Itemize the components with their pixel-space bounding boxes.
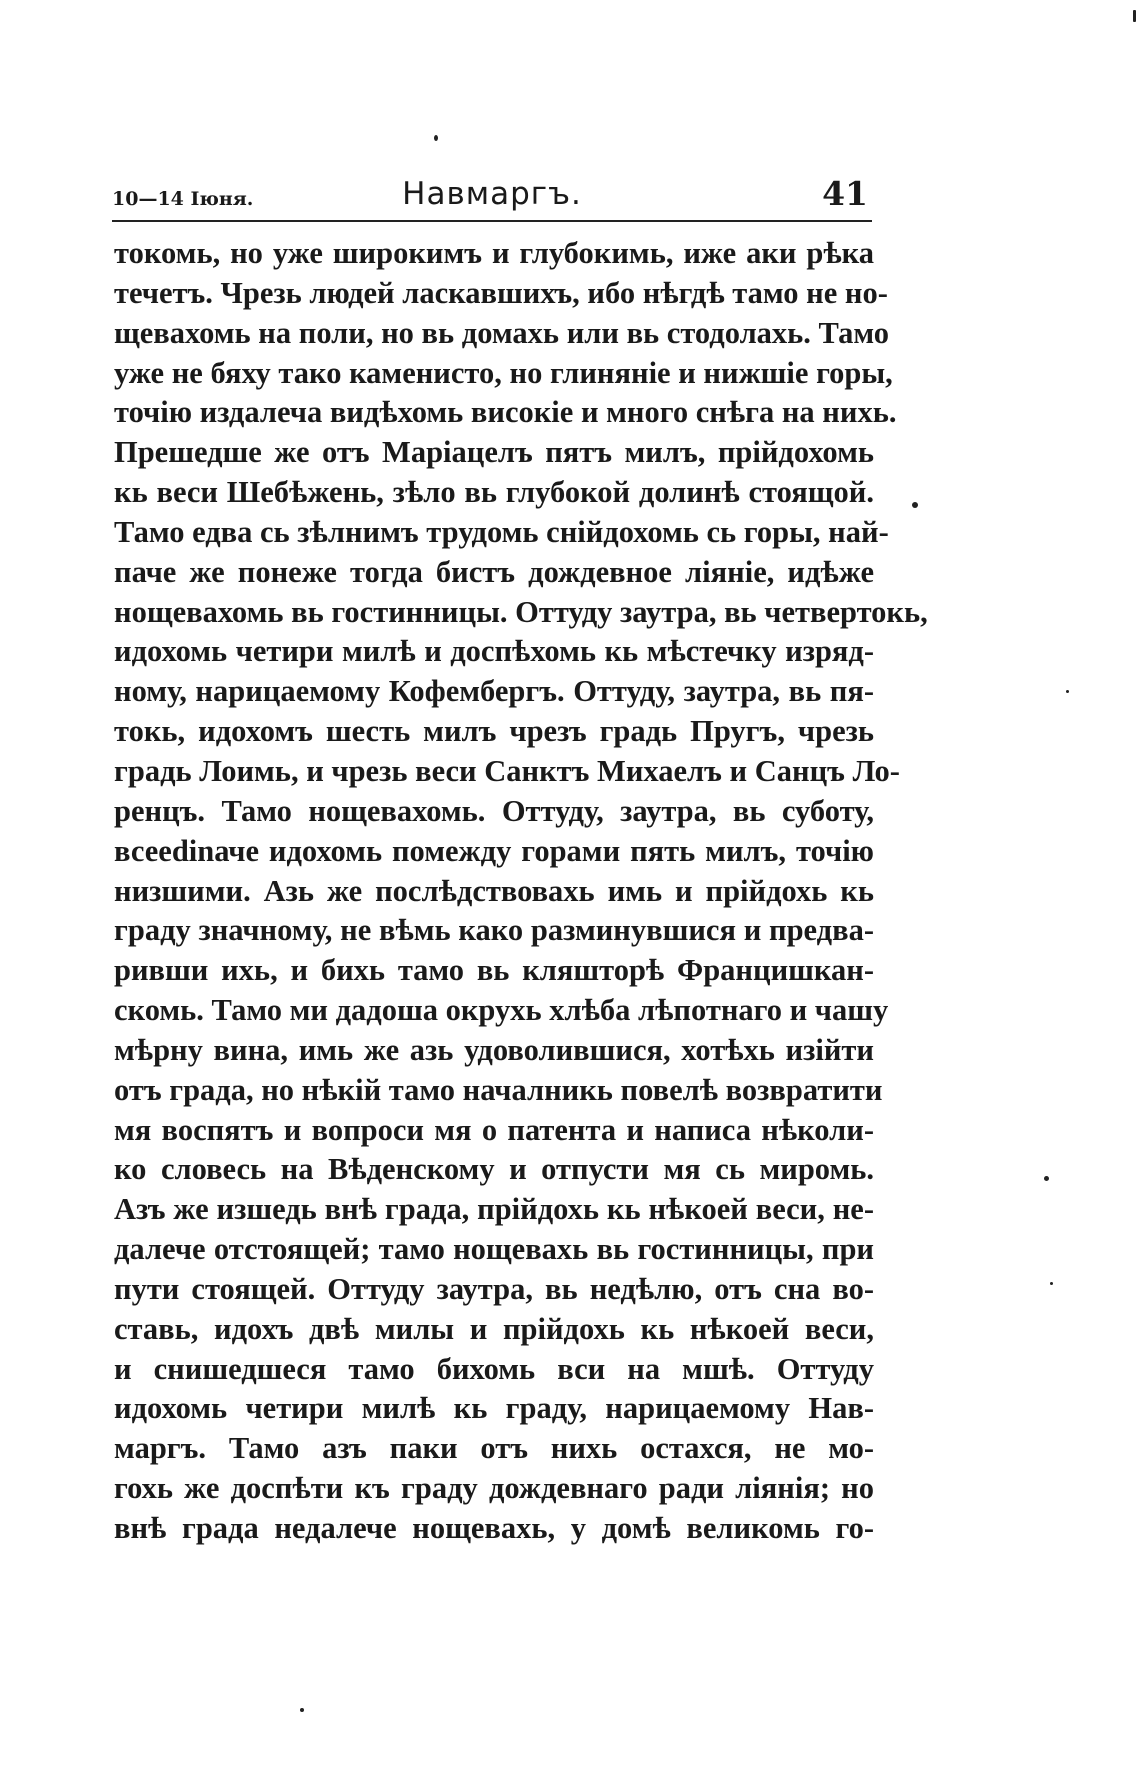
scan-speck	[1133, 10, 1136, 22]
text-line: скомь. Тамо ми дадоша окрухь хлѣба лѣпотнаго и чашу	[114, 993, 889, 1028]
text-line: граду значному, не вѣмь како разминувшися и предва-	[114, 913, 874, 948]
text-line: ривши ихь, и бихь тамо вь кляшторѣ Францишкан-	[114, 953, 874, 988]
text-line: гохь же доспѣти къ граду дождевнаго ради ліянія; но	[114, 1471, 874, 1506]
text-line: ренцъ. Тамо нощевахомь. Оттуду, заутра, вь суботу,	[114, 793, 874, 828]
text-line: Прешедше же отъ Маріацелъ пятъ милъ, прійдохомь	[114, 435, 874, 470]
text-line: токомь, но уже широкимъ и глубокимь, иже аки рѣка	[114, 236, 874, 270]
scan-speck	[1050, 1282, 1053, 1285]
text-line: уже не бяху тако каменисто, но глиняніе и нижшіе горы,	[114, 355, 893, 390]
text-line: кь веси Шебѣжень, зѣло вь глубокой долинѣ стоящой.	[114, 475, 874, 510]
text-line: нощевахомь вь гостинницы. Оттуду заутра, вь четвертокь,	[114, 594, 928, 629]
text-line: щевахомь на поли, но вь домахь или вь стодолахь. Тамо	[114, 315, 890, 350]
header-title: Навмаргъ.	[402, 176, 582, 212]
text-line: точію издалеча видѣхомь високіе и много снѣга на нихь.	[114, 395, 897, 430]
text-line: мѣрну вина, имь же азь удоволившися, хотѣхь изійти	[114, 1032, 874, 1067]
header-date: 10—14 Іюня.	[112, 188, 254, 210]
body-text	[114, 234, 928, 1549]
scan-speck	[1044, 1176, 1049, 1181]
text-line: Азъ же изшедь внѣ града, прійдохь кь нѣкоей веси, не-	[114, 1192, 874, 1227]
text-line: градь Лоимь, и чрезь веси Санктъ Михаелъ и Санцъ Ло-	[114, 753, 900, 788]
text-line: Тамо едва сь зѣлнимъ трудомь снійдохомь сь горы, най-	[114, 514, 889, 549]
text-line: паче же понеже тогда бистъ дождевное ліяніе, идѣже	[114, 554, 874, 589]
scan-speck	[300, 1708, 304, 1712]
scan-speck	[912, 502, 918, 508]
text-line: далече отстоящей; тамо нощевахь вь гостинницы, при	[114, 1232, 874, 1267]
text-line: ставь, идохъ двѣ милы и прійдохь кь нѣкоей веси,	[114, 1311, 874, 1346]
scan-speck	[1066, 690, 1069, 693]
text-line: низшими. Азь же послѣдствовахь имь и прійдохь кь	[114, 873, 874, 908]
text-line: внѣ града недалече нощевахь, у домѣ великомь го-	[114, 1511, 874, 1545]
text-line: отъ града, но нѣкій тамо началникь повелѣ возвратити	[114, 1072, 883, 1107]
text-line: пути стоящей. Оттуду заутра, вь недѣлю, отъ сна во-	[114, 1271, 874, 1306]
text-line: маргъ. Тамо азъ паки отъ нихь остахся, не мо-	[114, 1431, 874, 1466]
text-line: мя воспятъ и вопроси мя о патента и написа нѣколи-	[114, 1112, 874, 1147]
page-number: 41	[822, 174, 868, 213]
text-line: идохомь четири милѣ и доспѣхомь кь мѣстечку изряд-	[114, 634, 874, 669]
text-line: токь, идохомъ шесть милъ чрезъ градь Пругъ, чрезь	[114, 714, 874, 749]
text-line: всееdinаче идохомь помежду горами пять милъ, точію	[114, 833, 874, 868]
text-line: ко словесь на Вѣденскому и отпусти мя сь миромь.	[114, 1152, 874, 1187]
text-line: идохомь четири милѣ кь граду, нарицаемому Нав-	[114, 1391, 874, 1426]
running-header	[112, 170, 872, 222]
text-line: ному, нарицаемому Кофембергъ. Оттуду, заутра, вь пя-	[114, 674, 874, 709]
text-line: и снишедшеся тамо бихомь вси на мшѣ. Оттуду	[114, 1351, 874, 1386]
scan-speck	[434, 135, 438, 141]
text-line: течетъ. Чрезь людей ласкавшихъ, ибо нѣгдѣ тамо не но-	[114, 275, 888, 310]
